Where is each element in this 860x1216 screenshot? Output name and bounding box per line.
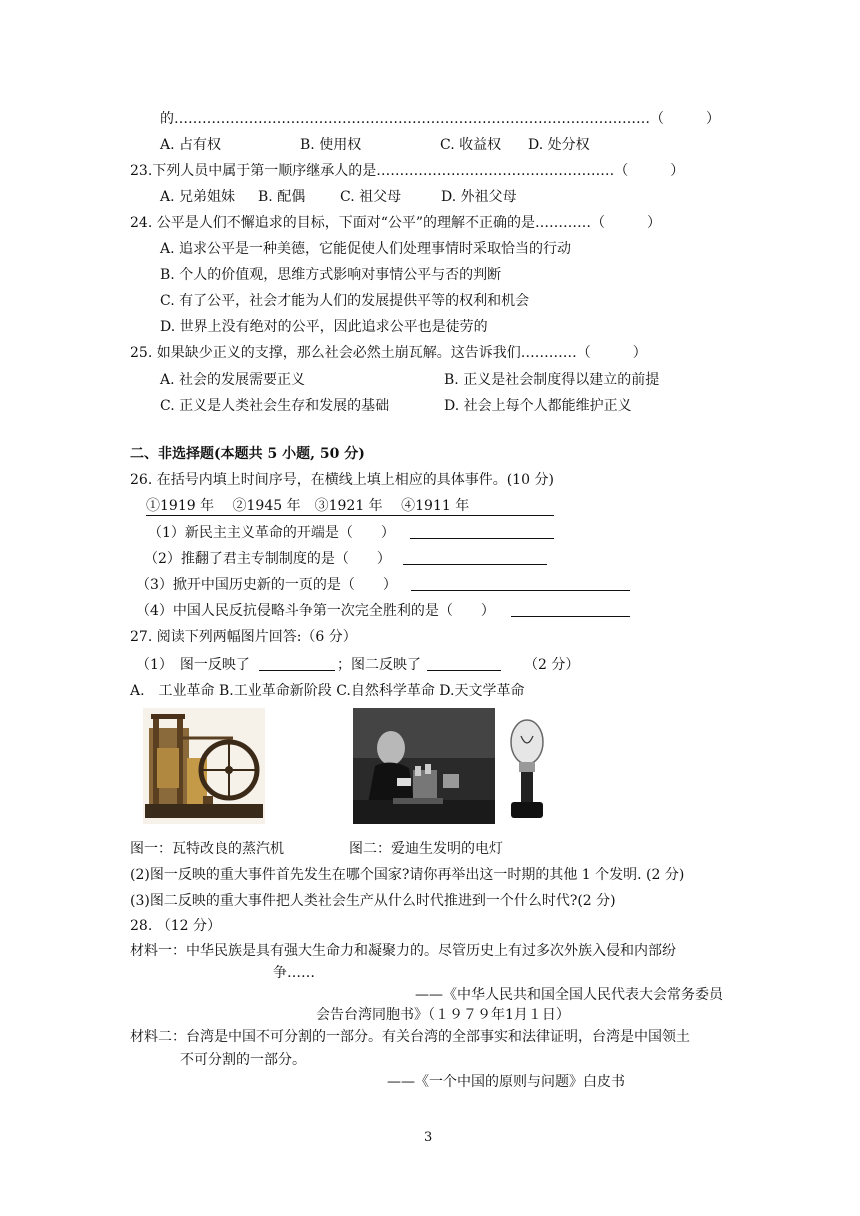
q23-option-d: D. 外祖父母 bbox=[441, 189, 517, 205]
material2-text-cont: 不可分割的一部分。 bbox=[180, 1052, 306, 1068]
page-number: 3 bbox=[424, 1130, 433, 1145]
q28-question: 28. （12 分） bbox=[130, 918, 221, 934]
material2-text: 材料二：台湾是中国不可分割的一部分。有关台湾的全部事实和法律证明，台湾是中国领土 bbox=[130, 1029, 690, 1045]
q26-item-1: （1）新民主主义革命的开端是（ ） bbox=[148, 525, 395, 541]
q25-option-d: D. 社会上每个人都能维护正义 bbox=[444, 398, 632, 414]
answer-blank[interactable] bbox=[427, 656, 501, 671]
q27-sub3: (3)图二反映的重大事件把人类社会生产从什么时代推进到一个什么时代?(2 分) bbox=[130, 893, 616, 909]
answer-blank[interactable] bbox=[410, 524, 554, 539]
q24-option-b: B. 个人的价值观，思维方式影响对事情公平与否的判断 bbox=[160, 267, 502, 283]
steam-engine-image bbox=[143, 708, 265, 824]
q23-question: 23.下列人员中属于第一顺序继承人的是……………………………………………（ ） bbox=[130, 163, 685, 179]
answer-blank[interactable] bbox=[259, 656, 335, 671]
q27-sub1-score: （2 分） bbox=[524, 657, 580, 673]
q23-option-c: C. 祖父母 bbox=[340, 189, 402, 205]
q27-sub1-middle: ；图二反映了 bbox=[337, 657, 421, 673]
section-title: 二、非选择题(本题共 5 小题, 50 分) bbox=[130, 446, 365, 462]
q22-option-d: D. 处分权 bbox=[528, 137, 590, 153]
material1-text: 材料一：中华民族是具有强大生命力和凝聚力的。尽管历史上有过多次外族入侵和内部纷 bbox=[130, 943, 676, 959]
q25-question: 25. 如果缺少正义的支撑，那么社会必然土崩瓦解。这告诉我们…………（ ） bbox=[130, 345, 647, 361]
material1-text-cont: 争…… bbox=[273, 965, 315, 981]
figure1-caption: 图一：瓦特改良的蒸汽机 bbox=[130, 841, 284, 857]
q22-option-a: A. 占有权 bbox=[160, 137, 222, 153]
figure2-caption: 图二：爱迪生发明的电灯 bbox=[349, 841, 503, 857]
q27-sub2: (2)图一反映的重大事件首先发生在哪个国家?请你再举出这一时期的其他 1 个发明. (2 分) bbox=[130, 867, 685, 883]
q27-sub1-label: （1） 图一反映了 bbox=[136, 657, 250, 673]
q26-years: ①1919 年 ②1945 年 ③1921 年 ④1911 年 bbox=[146, 497, 554, 516]
q25-option-b: B. 正义是社会制度得以建立的前提 bbox=[444, 372, 660, 388]
q27-options: A. 工业革命 B.工业革命新阶段 C.自然科学革命 D.天文学革命 bbox=[130, 683, 525, 699]
q24-option-a: A. 追求公平是一种美德，它能促使人们处理事情时采取恰当的行动 bbox=[160, 241, 572, 257]
q25-option-a: A. 社会的发展需要正义 bbox=[160, 372, 306, 388]
q27-question: 27. 阅读下列两幅图片回答:（6 分） bbox=[130, 629, 357, 645]
q26-item-4: （4）中国人民反抗侵略斗争第一次完全胜利的是（ ） bbox=[136, 603, 495, 619]
q23-option-b: B. 配偶 bbox=[258, 189, 306, 205]
q26-item-3: （3）掀开中国历史新的一页的是（ ） bbox=[136, 577, 397, 593]
material1-source: ——《中华人民共和国全国人民代表大会常务委员 bbox=[415, 987, 723, 1003]
q26-item-2: （2）推翻了君主专制制度的是（ ） bbox=[144, 551, 391, 567]
q22-tail: 的…………………………………………………………………………………………（ ） bbox=[160, 111, 720, 127]
q22-option-c: C. 收益权 bbox=[440, 137, 502, 153]
q23-option-a: A. 兄弟姐妹 bbox=[160, 189, 236, 205]
light-bulb-image bbox=[505, 716, 549, 822]
q22-option-b: B. 使用权 bbox=[300, 137, 362, 153]
answer-blank[interactable] bbox=[511, 602, 630, 617]
answer-blank[interactable] bbox=[403, 550, 547, 565]
material1-source-cont: 会告台湾同胞书》（１９７９年1月１日） bbox=[316, 1007, 570, 1023]
q24-option-d: D. 世界上没有绝对的公平，因此追求公平也是徒劳的 bbox=[160, 319, 488, 335]
q26-question: 26. 在括号内填上时间序号，在横线上填上相应的具体事件。(10 分) bbox=[130, 472, 554, 488]
answer-blank[interactable] bbox=[411, 576, 630, 591]
material2-source: ——《一个中国的原则与问题》白皮书 bbox=[387, 1074, 625, 1090]
q24-question: 24. 公平是人们不懈追求的目标，下面对“公平”的理解不正确的是…………（ ） bbox=[130, 215, 662, 231]
q24-option-c: C. 有了公平，社会才能为人们的发展提供平等的权利和机会 bbox=[160, 293, 530, 309]
edison-photo-image bbox=[353, 708, 495, 824]
q25-option-c: C. 正义是人类社会生存和发展的基础 bbox=[160, 398, 390, 414]
